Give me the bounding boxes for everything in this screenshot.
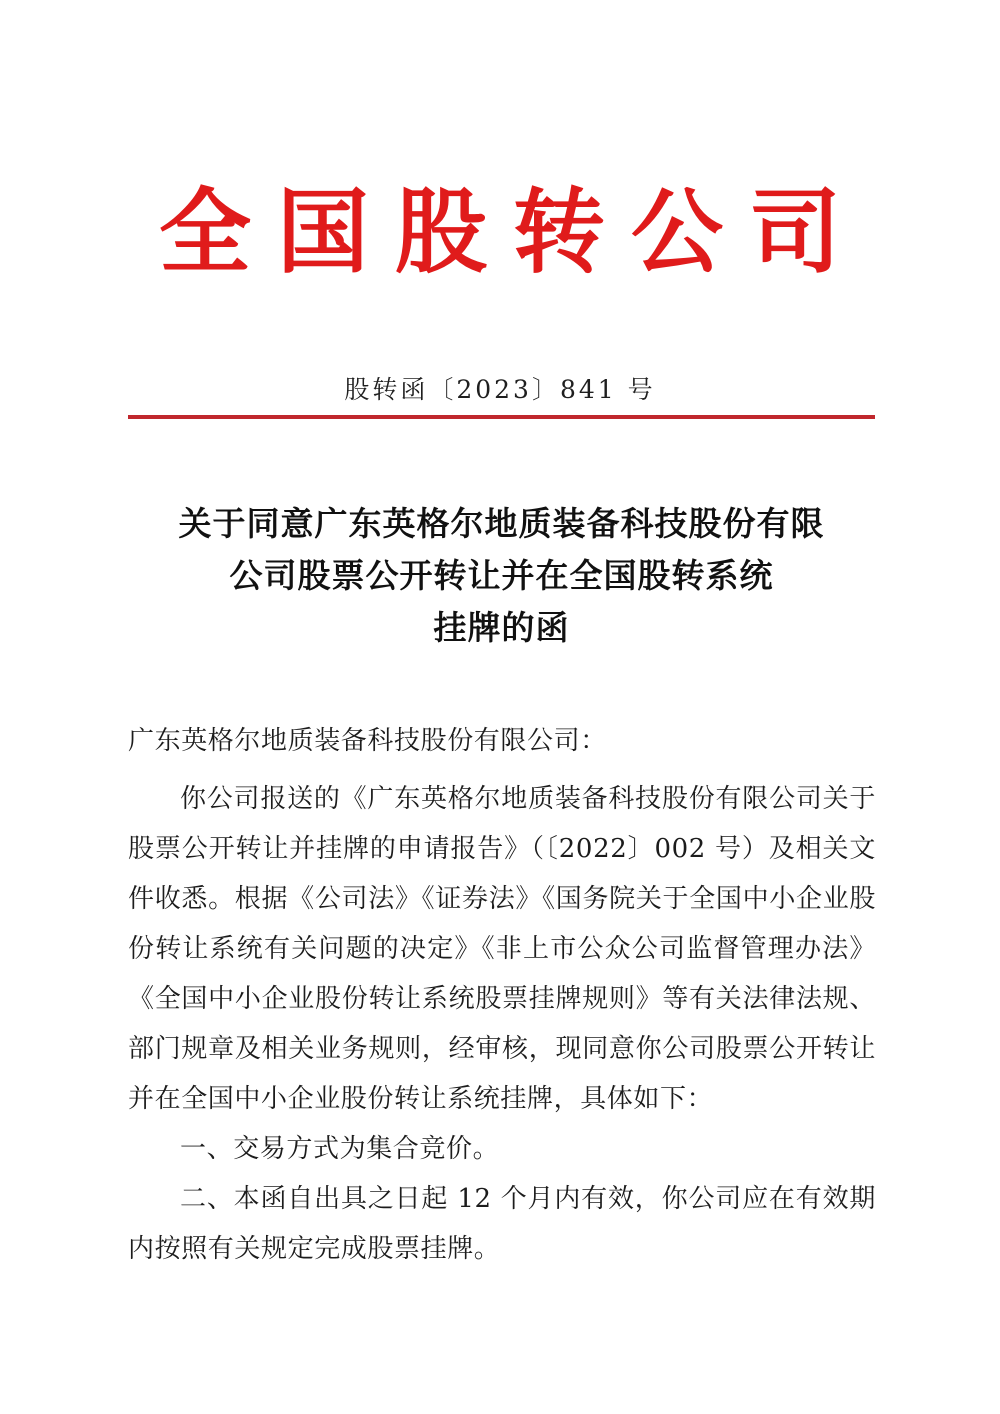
red-separator-rule xyxy=(128,415,875,419)
document-title xyxy=(128,498,875,654)
numbered-item-1: 一、交易方式为集合竞价。 xyxy=(180,1134,500,1164)
document-title-line-3: 挂牌的函 xyxy=(433,608,570,647)
document-number: 股转函〔2023〕841 号 xyxy=(344,375,656,404)
document-title-line-1: 关于同意广东英格尔地质装备科技股份有限 xyxy=(178,504,825,543)
document-title-line-2: 公司股票公开转让并在全国股转系统 xyxy=(229,556,774,595)
document-body xyxy=(128,716,876,1274)
numbered-item-2: 二、本函自出具之日起 12 个月内有效，你公司应在有效期内按照有关规定完成股票挂牌。 xyxy=(128,1184,876,1264)
masthead xyxy=(0,178,1000,286)
issuing-authority-title: 全国股转公司 xyxy=(158,178,867,286)
body-paragraph: 你公司报送的《广东英格尔地质装备科技股份有限公司关于股票公开转让并挂牌的申请报告》（〔2022〕002 号）及相关文件收悉。根据《公司法》《证券法》《国务院关于全国中小企业股份转让系统有关问题的决定》《非上市公众公司监督管理办法》《全国中小企业股份转让系统股票挂牌规则》等有关法律法规、部门规章及相关业务规则，经审核，现同意你公司股票公开转让并在全国中小企业股份转让系统挂牌，具体如下： xyxy=(128,784,876,1114)
salutation: 广东英格尔地质装备科技股份有限公司： xyxy=(128,726,607,756)
